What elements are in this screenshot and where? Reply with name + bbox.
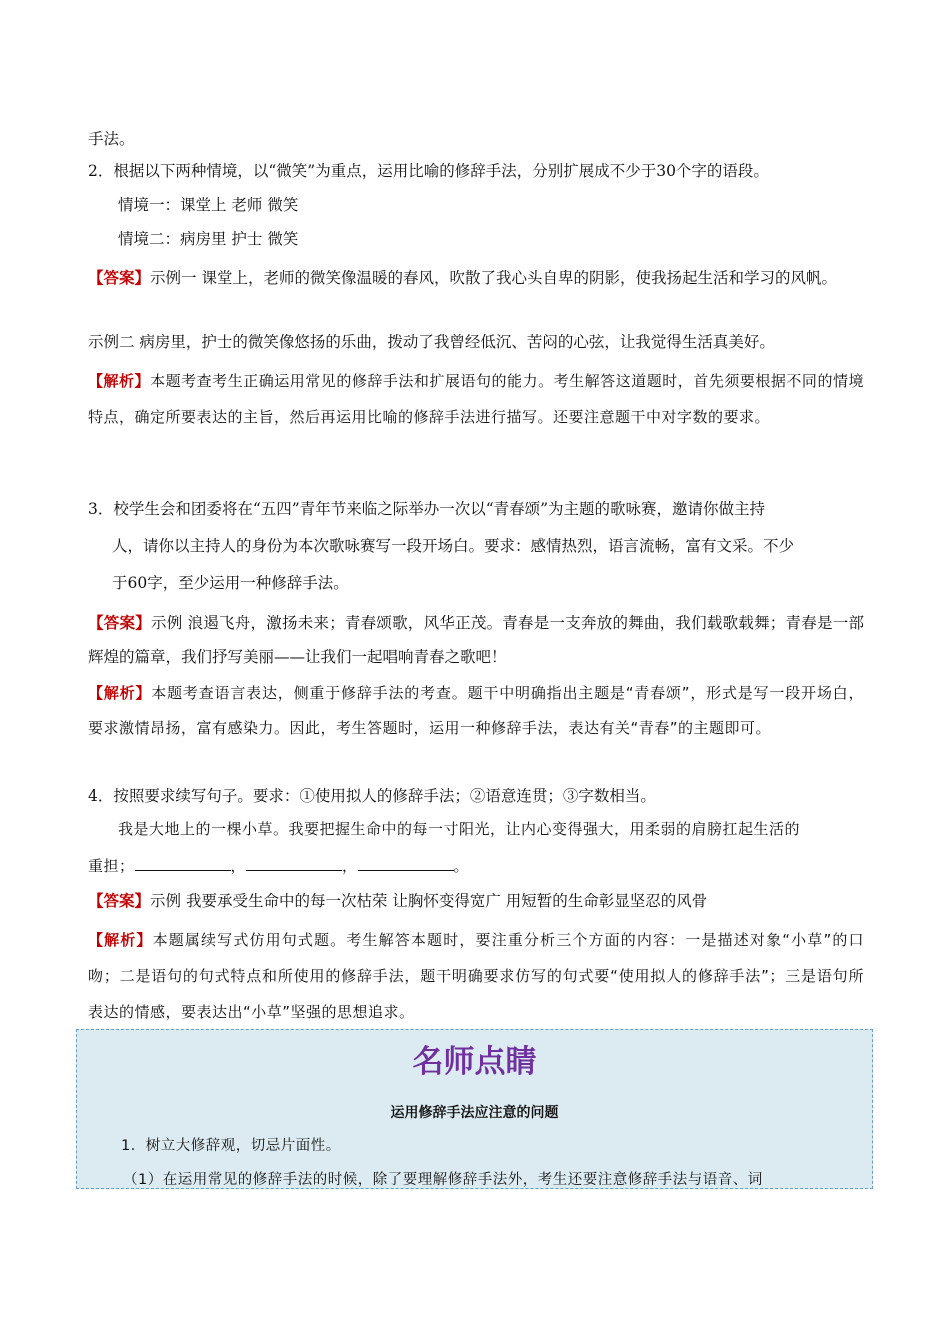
analysis-tag: 【解析】 bbox=[88, 931, 153, 949]
q2-scenario-2: 情境二：病房里 护士 微笑 bbox=[118, 230, 299, 248]
question-3-line-2: 人，请你以主持人的身份为本次歌咏赛写一段开场白。要求：感情热烈，语言流畅，富有文采。不少 bbox=[112, 537, 795, 555]
tips-title: 名师点睛 bbox=[412, 1044, 537, 1080]
tips-point-1: 1．树立大修辞观，切忌片面性。 bbox=[121, 1138, 341, 1154]
tips-box bbox=[76, 1029, 873, 1189]
question-4: 4．按照要求续写句子。要求：①使用拟人的修辞手法；②语意连贯；③字数相当。 bbox=[88, 787, 656, 805]
answer-tag: 【答案】 bbox=[88, 613, 151, 632]
text-line: 手法。 bbox=[88, 130, 135, 148]
fill-blank-3[interactable] bbox=[358, 856, 454, 871]
q2-analysis-text: 本题考查考生正确运用常见的修辞手法和扩展语句的能力。考生解答这道题时，首先须要根据不同的情境特点，确定所要表达的主旨，然后再运用比喻的修辞手法进行描写。还要注意题干中对字数的要求。 bbox=[88, 372, 864, 426]
question-3-line-3: 于60字，至少运用一种修辞手法。 bbox=[112, 574, 349, 592]
q4-end: 。 bbox=[453, 857, 470, 875]
analysis-tag: 【解析】 bbox=[88, 684, 152, 702]
question-3-line-1: 3．校学生会和团委将在“五四”青年节来临之际举办一次以“青春颂”为主题的歌咏赛，邀请你做主持 bbox=[88, 500, 766, 518]
q4-sep-2: ， bbox=[342, 857, 358, 875]
q3-answer bbox=[88, 606, 864, 674]
q4-answer-text: 示例 我要承受生命中的每一次枯荣 让胸怀变得宽广 用短暂的生命彰显坚忍的风骨 bbox=[150, 892, 708, 910]
fill-blank-2[interactable] bbox=[246, 856, 342, 871]
q2-answer bbox=[88, 261, 864, 295]
q2-answer-2: 示例二 病房里，护士的微笑像悠扬的乐曲，拨动了我曾经低沉、苦闷的心弦，让我觉得生活真美好。 bbox=[88, 333, 775, 351]
q4-prompt: 我是大地上的一棵小草。我要把握生命中的每一寸阳光，让内心变得强大，用柔弱的肩膀扛起生活的 bbox=[118, 820, 801, 838]
answer-tag: 【答案】 bbox=[88, 891, 151, 910]
q4-prompt-start: 重担； bbox=[88, 857, 135, 875]
question-2: 2．根据以下两种情境，以“微笑”为重点，运用比喻的修辞手法，分别扩展成不少于30个字的语段。 bbox=[88, 162, 769, 180]
answer-tag: 【答案】 bbox=[88, 268, 151, 287]
fill-blank-1[interactable] bbox=[135, 856, 231, 871]
tips-point-1-1: （1）在运用常见的修辞手法的时候，除了要理解修辞手法外，考生还要注意修辞手法与语音、词 bbox=[123, 1172, 763, 1188]
q4-prompt-cont bbox=[88, 855, 469, 877]
q3-analysis-text: 本题考查语言表达，侧重于修辞手法的考查。题干中明确指出主题是“青春颂”，形式是写一段开场白，要求激情昂扬，富有感染力。因此，考生答题时，运用一种修辞手法，表达有关“青春”的主题即可。 bbox=[88, 684, 864, 737]
q4-sep-1: ， bbox=[230, 857, 247, 875]
q3-answer-text: 示例 浪遏飞舟，激扬未来；青春颂歌，风华正茂。青春是一支奔放的舞曲，我们载歌载舞；青春是一部辉煌的篇章，我们抒写美丽——让我们一起唱响青春之歌吧！ bbox=[88, 614, 864, 666]
q4-answer bbox=[88, 890, 707, 912]
q3-analysis bbox=[88, 676, 864, 746]
q2-scenario-1: 情境一：课堂上 老师 微笑 bbox=[118, 196, 299, 214]
q2-analysis bbox=[88, 363, 864, 435]
q2-answer-text-1: 示例一 课堂上，老师的微笑像温暖的春风，吹散了我心头自卑的阴影，使我扬起生活和学习的风帆。 bbox=[150, 269, 837, 287]
analysis-tag: 【解析】 bbox=[88, 372, 151, 390]
tips-subtitle: 运用修辞手法应注意的问题 bbox=[390, 1105, 559, 1121]
q4-analysis-text: 本题属续写式仿用句式题。考生解答本题时，要注重分析三个方面的内容：一是描述对象“小草”的口吻；二是语句的句式特点和所使用的修辞手法，题干明确要求仿写的句式要“使用拟人的修辞手法”；三是语句所表达的情感，要表达出“小草”坚强的思想追求。 bbox=[88, 931, 864, 1021]
q4-analysis bbox=[88, 922, 864, 1030]
